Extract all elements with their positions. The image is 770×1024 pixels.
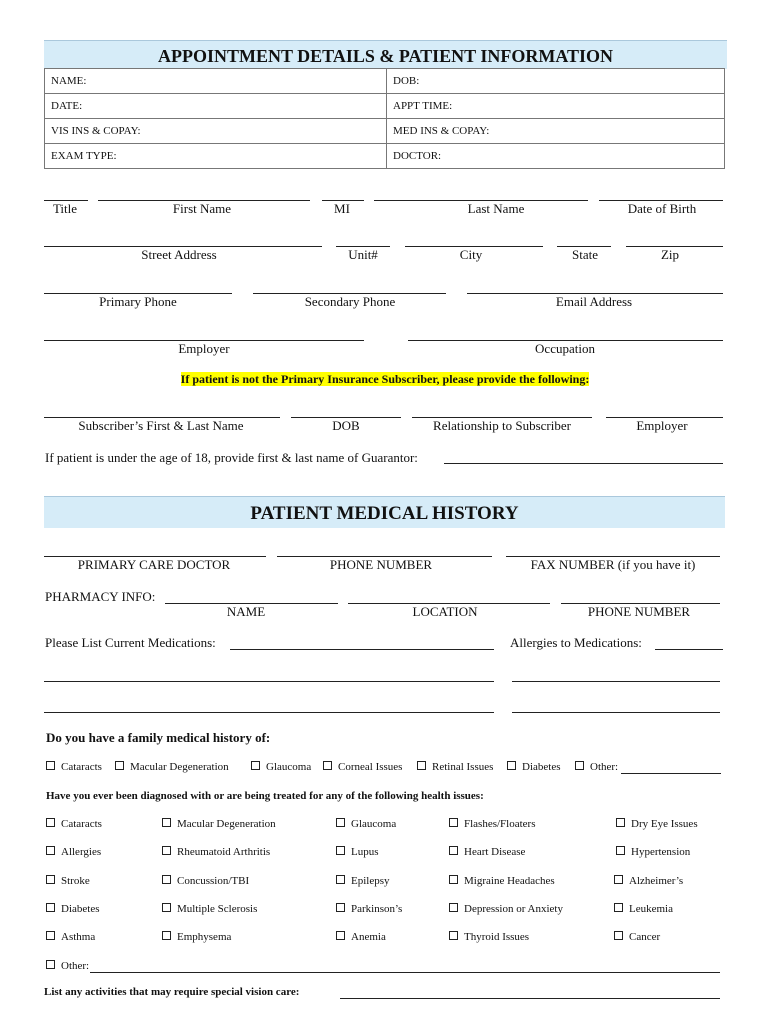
subscriber-notice: If patient is not the Primary Insurance Subscriber, please provide the following: (180, 372, 590, 386)
diag-checkbox[interactable]: Thyroid Issues (449, 931, 529, 943)
zip-label: Zip (660, 247, 680, 262)
diag-checkbox[interactable]: Diabetes (46, 903, 99, 915)
med-ins-cell[interactable]: MED INS & COPAY: (387, 119, 725, 144)
title-label: Title (52, 201, 78, 216)
checkbox-icon (46, 960, 55, 969)
diag-checkbox[interactable]: Rheumatoid Arthritis (162, 846, 270, 858)
family-corneal-checkbox[interactable]: Corneal Issues (323, 761, 402, 773)
vision-care-line[interactable] (340, 998, 720, 999)
checkbox-icon (162, 903, 171, 912)
email-label: Email Address (555, 294, 633, 309)
mi-label: MI (334, 201, 350, 216)
checkbox-icon (323, 761, 332, 770)
checkbox-icon (614, 875, 623, 884)
checkbox-icon (115, 761, 124, 770)
exam-type-cell[interactable]: EXAM TYPE: (45, 144, 387, 169)
diag-checkbox[interactable]: Epilepsy (336, 875, 390, 887)
diag-checkbox[interactable]: Lupus (336, 846, 379, 858)
pharmacy-name-label: NAME (226, 604, 266, 619)
fax-label: FAX NUMBER (if you have it) (530, 557, 696, 572)
diag-checkbox[interactable]: Glaucoma (336, 818, 396, 830)
family-macular-checkbox[interactable]: Macular Degeneration (115, 761, 229, 773)
guarantor-line[interactable] (444, 463, 723, 464)
relationship-label: Relationship to Subscriber (433, 418, 571, 433)
appt-time-cell[interactable]: APPT TIME: (387, 94, 725, 119)
pharmacy-phone-label: PHONE NUMBER (587, 604, 691, 619)
employer-label: Employer (178, 341, 230, 356)
doctor-cell[interactable]: DOCTOR: (387, 144, 725, 169)
checkbox-icon (46, 846, 55, 855)
vis-ins-cell[interactable]: VIS INS & COPAY: (45, 119, 387, 144)
last-name-label: Last Name (467, 201, 525, 216)
dob-cell[interactable]: DOB: (387, 69, 725, 94)
diag-checkbox[interactable]: Concussion/TBI (162, 875, 249, 887)
family-other-checkbox[interactable]: Other: (575, 761, 618, 773)
checkbox-icon (162, 875, 171, 884)
family-history-question: Do you have a family medical history of: (46, 730, 271, 745)
state-label: State (572, 247, 598, 262)
checkbox-icon (614, 931, 623, 940)
pcp-label: PRIMARY CARE DOCTOR (77, 557, 231, 572)
pharmacy-label: PHARMACY INFO: (45, 589, 156, 604)
dob-label: Date of Birth (627, 201, 697, 216)
family-cataracts-checkbox[interactable]: Cataracts (46, 761, 102, 773)
checkbox-icon (449, 818, 458, 827)
appointment-header (44, 40, 727, 69)
street-label: Street Address (141, 247, 217, 262)
checkbox-icon (46, 818, 55, 827)
diag-checkbox[interactable]: Multiple Sclerosis (162, 903, 257, 915)
diag-checkbox[interactable]: Macular Degeneration (162, 818, 276, 830)
checkbox-icon (449, 875, 458, 884)
checkbox-icon (417, 761, 426, 770)
diag-checkbox[interactable]: Hypertension (616, 846, 690, 858)
diag-checkbox[interactable]: Anemia (336, 931, 386, 943)
diag-other-checkbox[interactable]: Other: (46, 960, 89, 972)
unit-label: Unit# (348, 247, 378, 262)
pcp-phone-label: PHONE NUMBER (329, 557, 433, 572)
first-name-label: First Name (172, 201, 232, 216)
checkbox-icon (251, 761, 260, 770)
family-retinal-checkbox[interactable]: Retinal Issues (417, 761, 493, 773)
diag-checkbox[interactable]: Stroke (46, 875, 90, 887)
checkbox-icon (336, 875, 345, 884)
allergies-line-2[interactable] (512, 681, 720, 682)
diag-checkbox[interactable]: Flashes/Floaters (449, 818, 536, 830)
history-title: PATIENT MEDICAL HISTORY (250, 503, 519, 524)
subscriber-dob-label: DOB (332, 418, 360, 433)
medications-line-2[interactable] (44, 681, 494, 682)
family-glaucoma-checkbox[interactable]: Glaucoma (251, 761, 311, 773)
checkbox-icon (507, 761, 516, 770)
pharmacy-location-label: LOCATION (412, 604, 478, 619)
checkbox-icon (46, 761, 55, 770)
diag-checkbox[interactable]: Heart Disease (449, 846, 525, 858)
family-diabetes-checkbox[interactable]: Diabetes (507, 761, 560, 773)
appointment-title: APPOINTMENT DETAILS & PATIENT INFORMATION (157, 46, 614, 66)
checkbox-icon (162, 931, 171, 940)
checkbox-icon (336, 903, 345, 912)
diag-checkbox[interactable]: Depression or Anxiety (449, 903, 563, 915)
vision-care-label: List any activities that may require special vision care: (44, 986, 300, 998)
allergies-label: Allergies to Medications: (510, 635, 642, 650)
medications-line-3[interactable] (44, 712, 494, 713)
diagnosis-question: Have you ever been diagnosed with or are being treated for any of the following health issues: (46, 790, 484, 802)
checkbox-icon (616, 846, 625, 855)
allergies-line-3[interactable] (512, 712, 720, 713)
diag-checkbox[interactable]: Leukemia (614, 903, 673, 915)
subscriber-employer-label: Employer (636, 418, 688, 433)
checkbox-icon (614, 903, 623, 912)
checkbox-icon (616, 818, 625, 827)
diag-checkbox[interactable]: Dry Eye Issues (616, 818, 698, 830)
checkbox-icon (46, 931, 55, 940)
diag-checkbox[interactable]: Migraine Headaches (449, 875, 555, 887)
checkbox-icon (162, 818, 171, 827)
checkbox-icon (162, 846, 171, 855)
diag-checkbox[interactable]: Alzheimer’s (614, 875, 683, 887)
diag-checkbox[interactable]: Emphysema (162, 931, 231, 943)
checkbox-icon (336, 846, 345, 855)
medications-line-1[interactable] (230, 649, 494, 650)
allergies-line-1[interactable] (655, 649, 723, 650)
checkbox-icon (336, 931, 345, 940)
diag-checkbox[interactable]: Parkinson’s (336, 903, 402, 915)
history-header (44, 496, 725, 528)
guarantor-label: If patient is under the age of 18, provide first & last name of Guarantor: (45, 450, 418, 465)
date-cell[interactable]: DATE: (45, 94, 387, 119)
medications-label: Please List Current Medications: (45, 635, 216, 650)
primary-phone-label: Primary Phone (99, 294, 177, 309)
subscriber-name-label: Subscriber’s First & Last Name (78, 418, 244, 433)
diag-checkbox[interactable]: Cancer (614, 931, 660, 943)
checkbox-icon (449, 931, 458, 940)
checkbox-icon (575, 761, 584, 770)
diag-checkbox[interactable]: Allergies (46, 846, 101, 858)
checkbox-icon (46, 903, 55, 912)
family-other-line[interactable] (621, 773, 721, 774)
checkbox-icon (449, 846, 458, 855)
diag-checkbox[interactable]: Cataracts (46, 818, 102, 830)
diag-checkbox[interactable]: Asthma (46, 931, 95, 943)
diag-other-line[interactable] (90, 972, 720, 973)
checkbox-icon (336, 818, 345, 827)
checkbox-icon (46, 875, 55, 884)
appointment-table (44, 68, 725, 169)
city-label: City (459, 247, 483, 262)
checkbox-icon (449, 903, 458, 912)
name-cell[interactable]: NAME: (45, 69, 387, 94)
secondary-phone-label: Secondary Phone (304, 294, 396, 309)
occupation-label: Occupation (535, 341, 595, 356)
